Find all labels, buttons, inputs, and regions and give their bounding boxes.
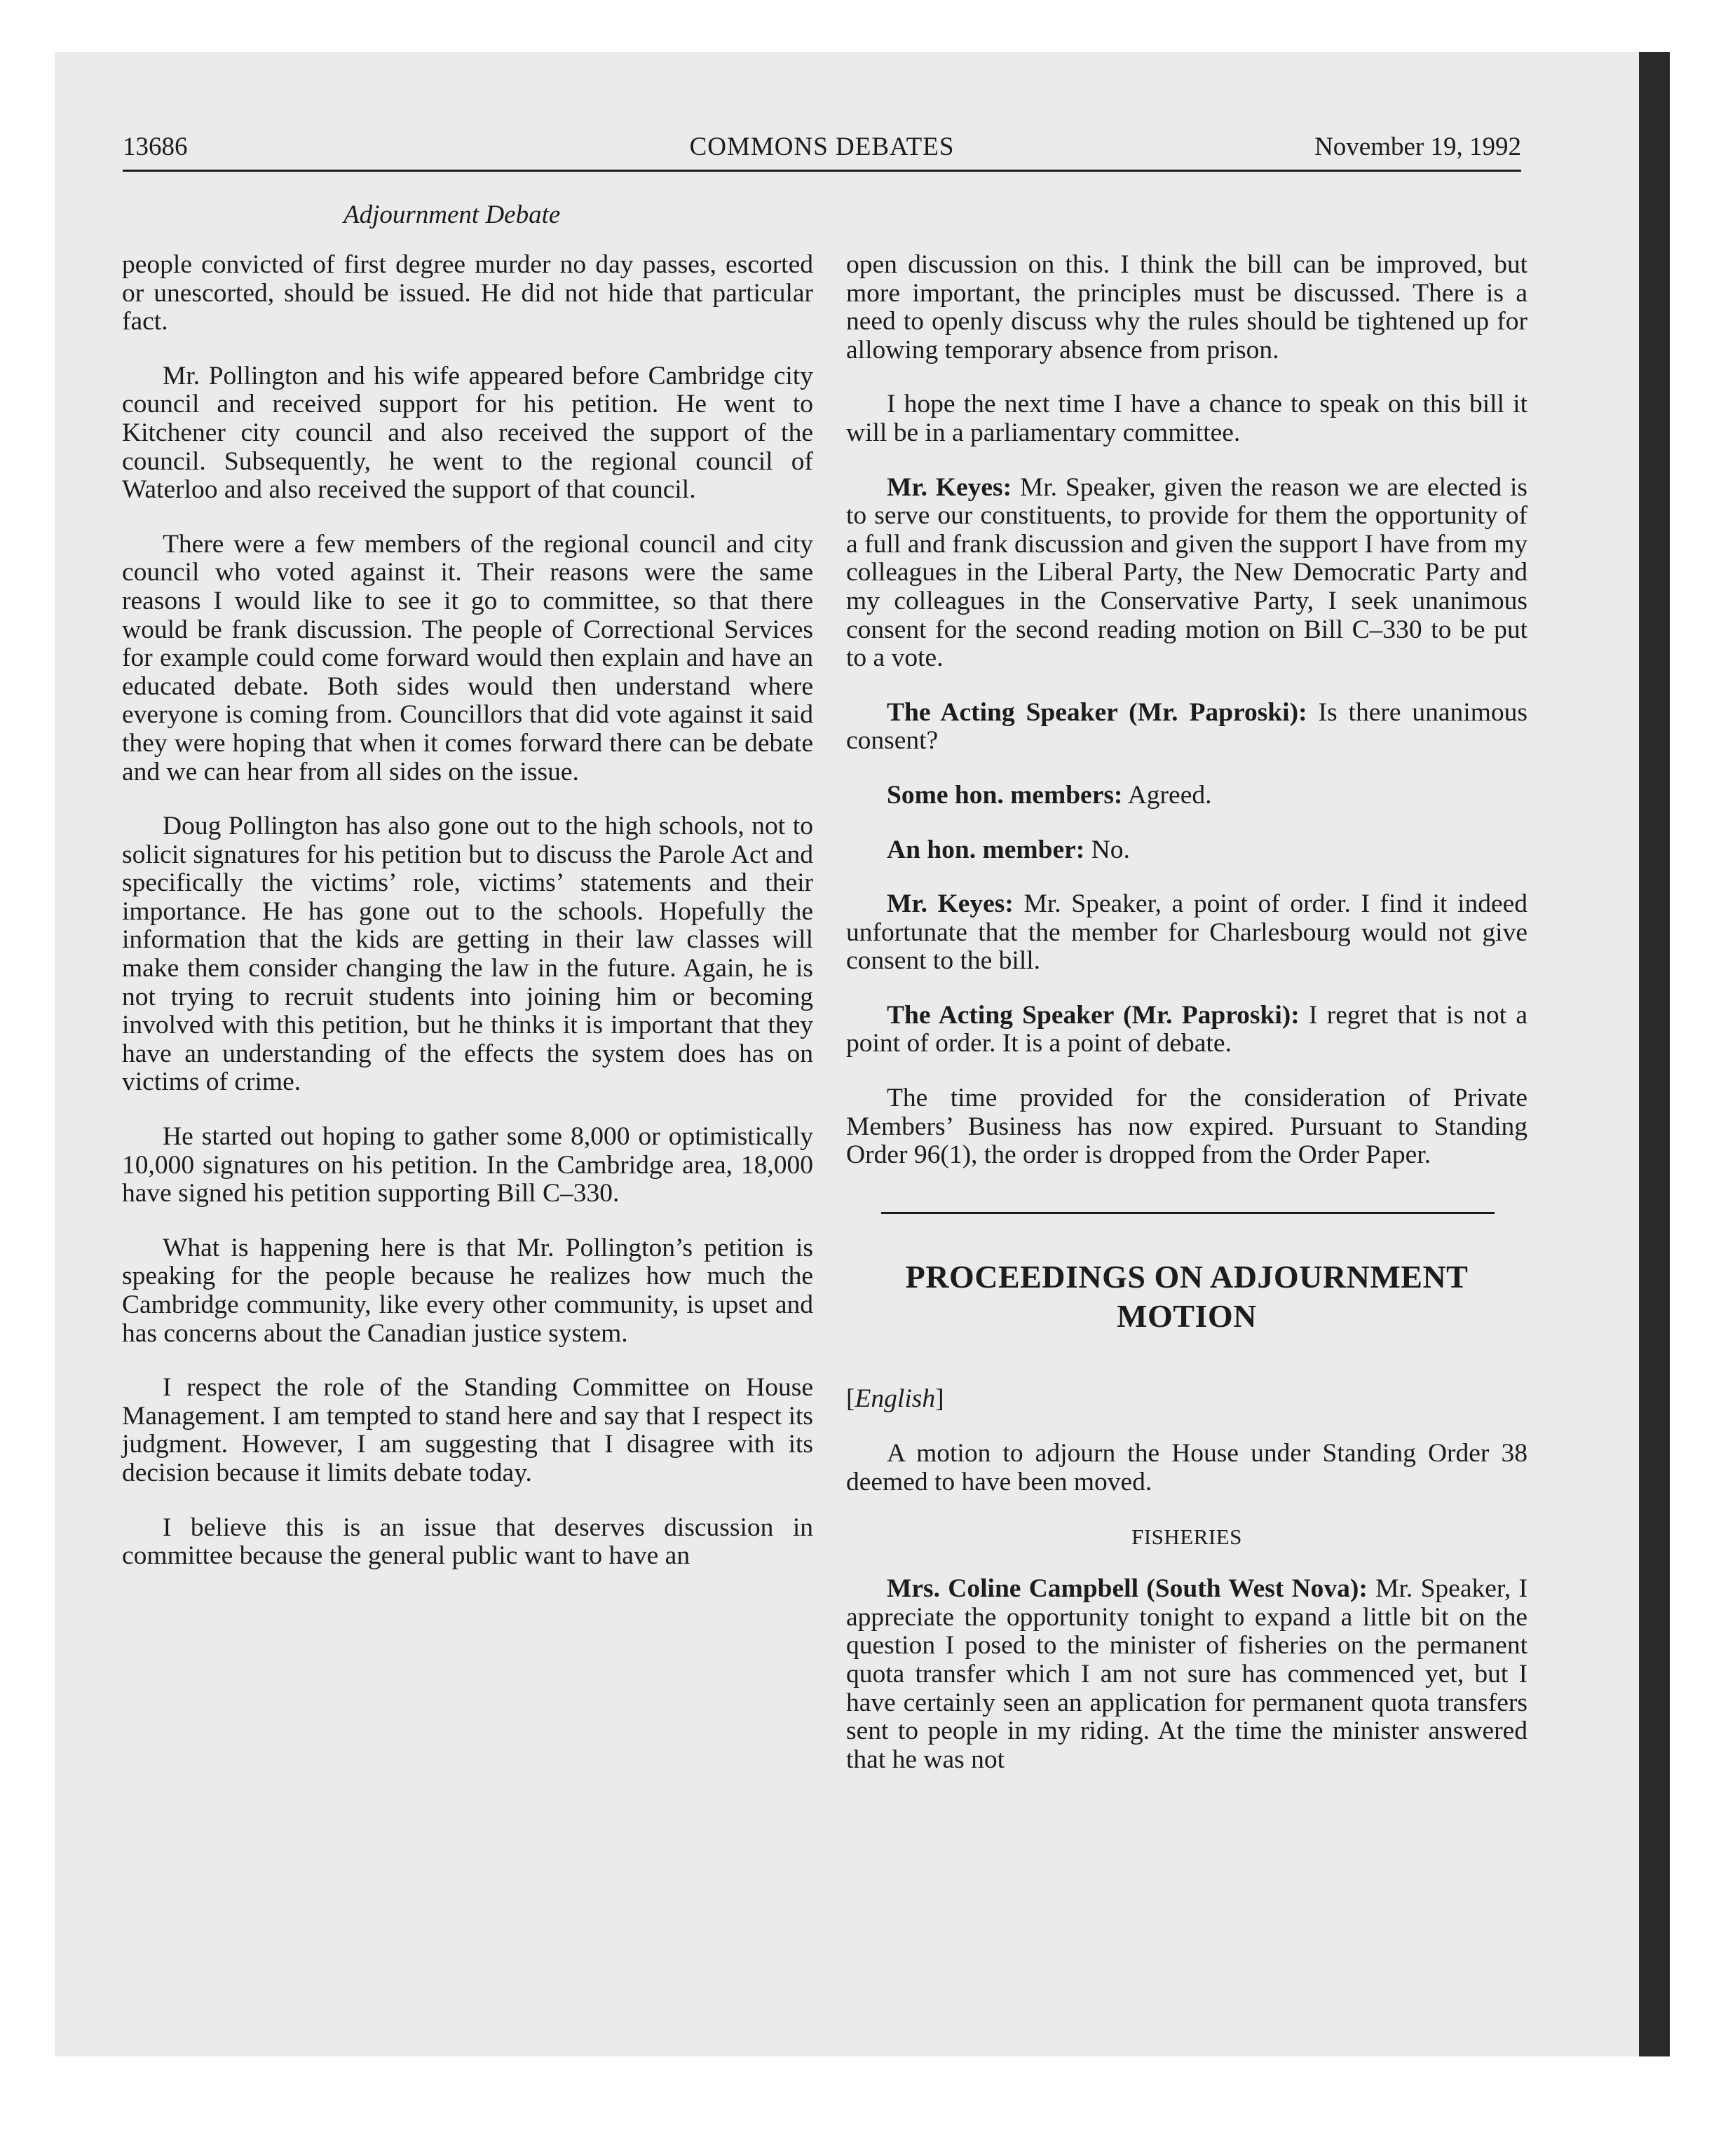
paragraph: A motion to adjourn the House under Standing Order 38 deemed to have been moved. <box>846 1439 1528 1497</box>
paragraph: I believe this is an issue that deserves discussion in committee because the general public want to have an <box>122 1513 813 1571</box>
subheading: FISHERIES <box>1131 1524 1242 1549</box>
speaker-name: Some hon. members: <box>887 780 1123 810</box>
language-note: [English] <box>846 1384 944 1413</box>
paragraph: There were a few members of the regional council and city council who voted against it. Their reasons were the same reasons I would like to see it go to committee, so that there would be frank discussion. The people of Correctional Services for example could come forward would then explain and have an educated debate. Both sides would then understand where everyone is coming from. Councillors that did vote against it said they were hoping that when it comes forward there can be debate and we can hear from all sides on the issue. <box>122 529 813 786</box>
page-number: 13686 <box>123 132 188 161</box>
section-title: PROCEEDINGS ON ADJOURNMENT MOTION <box>905 1258 1469 1334</box>
paragraph: He started out hoping to gather some 8,000 or optimistically 10,000 signatures on his petition. In the Cambridge area, 18,000 have signed his petition supporting Bill C–330. <box>122 1122 813 1208</box>
scan-edge-bar <box>1639 52 1670 2056</box>
speech-paragraph <box>846 890 1528 976</box>
paragraph: I respect the role of the Standing Committee on House Management. I am tempted to stand here and say that I respect its judgment. However, I am suggesting that I disagree with its decision because it limits debate today. <box>122 1373 813 1487</box>
speech-text: Mr. Speaker, I appreciate the opportunity tonight to expand a little bit on the question I posed to the minister of fisheries on the permanent quota transfer which I am not sure has commenced yet, but I have certainly seen an application for permanent quota transfers sent to people in my riding. At the time the minister answered that he was not <box>846 1574 1528 1774</box>
header-rule <box>123 170 1521 172</box>
speech-paragraph <box>846 1575 1528 1774</box>
speaker-name: The Acting Speaker (Mr. Paproski): <box>887 697 1307 727</box>
speech-paragraph <box>846 782 1528 810</box>
speech-text: Mr. Speaker, given the reason we are elected is to serve our constituents, to provide for them the opportunity of a full and frank discussion and given the support I have from my colleagues in the Liberal Party, the New Democratic Party and my colleagues in the Conservative Party, I seek unanimous consent for the second reading motion on Bill C–330 to be put to a vote. <box>846 472 1528 673</box>
running-head: Adjournment Debate <box>343 200 561 229</box>
right-column <box>846 251 1528 1800</box>
paragraph: Doug Pollington has also gone out to the high schools, not to solicit signatures for his petition but to discuss the Parole Act and specifically the victims’ role, victims’ statements and their importance. He has gone out to the schools. Hopefully the information that the kids are getting in their law classes will make them consider changing the law in the future. Again, he is not trying to recruit students into joining him or becoming involved with this petition, but he thinks it is important that they have an understanding of the effects the system does has on victims of crime. <box>122 812 813 1097</box>
speaker-name: Mrs. Coline Campbell (South West Nova): <box>887 1574 1368 1604</box>
speaker-name: The Acting Speaker (Mr. Paproski): <box>887 1000 1300 1030</box>
speech-text: Agreed. <box>1122 780 1212 810</box>
speaker-name: Mr. Keyes: <box>887 889 1014 919</box>
publication-title: COMMONS DEBATES <box>689 132 955 161</box>
speech-text: I regret that is not a point of order. It is a point of debate. <box>846 1000 1528 1058</box>
speech-paragraph <box>846 474 1528 673</box>
speech-text: Mr. Speaker, a point of order. I find it indeed unfortunate that the member for Charlesbourg would not give consent to the bill. <box>846 889 1528 976</box>
publication-date: November 19, 1992 <box>1314 132 1521 161</box>
speech-paragraph <box>846 1002 1528 1058</box>
section-divider <box>881 1212 1495 1214</box>
paragraph: Mr. Pollington and his wife appeared before Cambridge city council and received support for his petition. He went to Kitchener city council and also received the support of the council. Subsequently, he went to the regional council of Waterloo and also received the support of that council. <box>122 361 813 505</box>
speech-paragraph <box>846 836 1528 865</box>
language-label: English <box>855 1384 936 1413</box>
left-column <box>122 251 813 1597</box>
paragraph: I hope the next time I have a chance to speak on this bill it will be in a parliamentary committee. <box>846 390 1528 447</box>
speaker-name: An hon. member: <box>887 835 1085 864</box>
speech-paragraph <box>846 699 1528 756</box>
paragraph: The time provided for the consideration of Private Members’ Business has now expired. Pursuant to Standing Order 96(1), the order is dropped from the Order Paper. <box>846 1084 1528 1170</box>
speech-text: Is there unanimous consent? <box>846 697 1528 756</box>
paragraph: What is happening here is that Mr. Pollington’s petition is speaking for the people because he realizes how much the Cambridge community, like every other community, is upset and has concerns about the Canadian justice system. <box>122 1233 813 1348</box>
paragraph: open discussion on this. I think the bill can be improved, but more important, the principles must be discussed. There is a need to openly discuss why the rules should be tightened up for allowing temporary absence from prison. <box>846 250 1528 364</box>
speaker-name: Mr. Keyes: <box>887 472 1012 502</box>
speech-text: No. <box>1084 835 1130 864</box>
paragraph: people convicted of first degree murder no day passes, escorted or unescorted, should be issued. He did not hide that particular fact. <box>122 250 813 336</box>
page-header <box>123 126 1521 170</box>
